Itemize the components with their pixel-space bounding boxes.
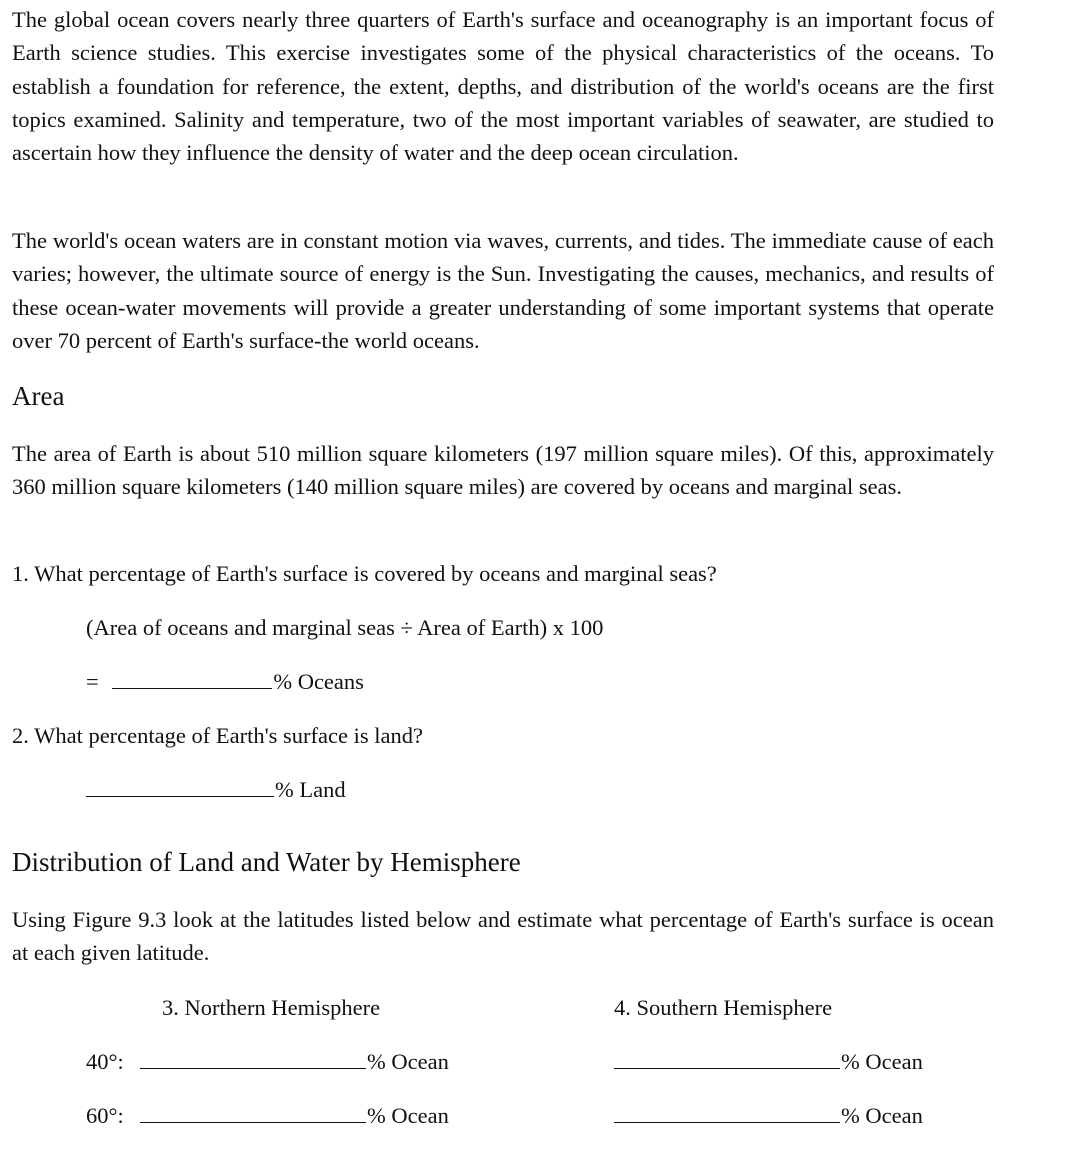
south-40-answer	[614, 1047, 923, 1077]
question-1: 1. What percentage of Earth's surface is covered by oceans and marginal seas?	[12, 561, 717, 586]
north-40-blank[interactable]	[140, 1048, 366, 1069]
north-60-blank[interactable]	[140, 1102, 366, 1123]
north-40-answer	[140, 1047, 449, 1077]
q2-answer-blank[interactable]	[86, 776, 274, 797]
latitude-40-label: 40°:	[86, 1049, 124, 1074]
area-paragraph: The area of Earth is about 510 million square kilometers (197 million square miles). Of this, approximately 360 million square kilometers (140 million square miles) are covered by oceans and marginal seas.	[12, 441, 994, 500]
q2-unit: % Land	[275, 777, 346, 802]
distribution-heading: Distribution of Land and Water by Hemisphere	[12, 847, 521, 877]
south-60-answer	[614, 1101, 923, 1131]
south-60-blank[interactable]	[614, 1102, 840, 1123]
area-formula: (Area of oceans and marginal seas ÷ Area of Earth) x 100	[86, 615, 604, 640]
intro-paragraph-2: The world's ocean waters are in constant motion via waves, currents, and tides. The immediate cause of each varies; however, the ultimate source of energy is the Sun. Investigating the causes, mechanics, and results of these ocean-water movements will provide a greater understanding of some important systems that operate over 70 percent of Earth's surface-the world oceans.	[12, 228, 994, 353]
q1-answer-line	[86, 667, 364, 697]
equals-sign: =	[86, 669, 99, 694]
q1-unit: % Oceans	[273, 669, 364, 694]
q1-answer-blank[interactable]	[112, 668, 272, 689]
north-40-unit: % Ocean	[367, 1049, 449, 1074]
q2-answer-line	[86, 775, 346, 805]
southern-hemisphere-label: 4. Southern Hemisphere	[614, 995, 833, 1020]
distribution-paragraph: Using Figure 9.3 look at the latitudes listed below and estimate what percentage of Earth's surface is ocean at each given latitude.	[12, 907, 994, 966]
latitude-60-label: 60°:	[86, 1103, 124, 1128]
northern-hemisphere-label: 3. Northern Hemisphere	[162, 995, 381, 1020]
south-40-blank[interactable]	[614, 1048, 840, 1069]
area-heading: Area	[12, 381, 65, 411]
south-40-unit: % Ocean	[841, 1049, 923, 1074]
intro-paragraph-1: The global ocean covers nearly three quarters of Earth's surface and oceanography is an important focus of Earth science studies. This exercise investigates some of the physical characteristics of the oceans. To establish a foundation for reference, the extent, depths, and distribution of the world's oceans are the first topics examined. Salinity and temperature, two of the most important variables of seawater, are studied to ascertain how they influence the density of water and the deep ocean circulation.	[12, 7, 994, 166]
north-60-unit: % Ocean	[367, 1103, 449, 1128]
north-60-answer	[140, 1101, 449, 1131]
south-60-unit: % Ocean	[841, 1103, 923, 1128]
question-2: 2. What percentage of Earth's surface is land?	[12, 723, 423, 748]
